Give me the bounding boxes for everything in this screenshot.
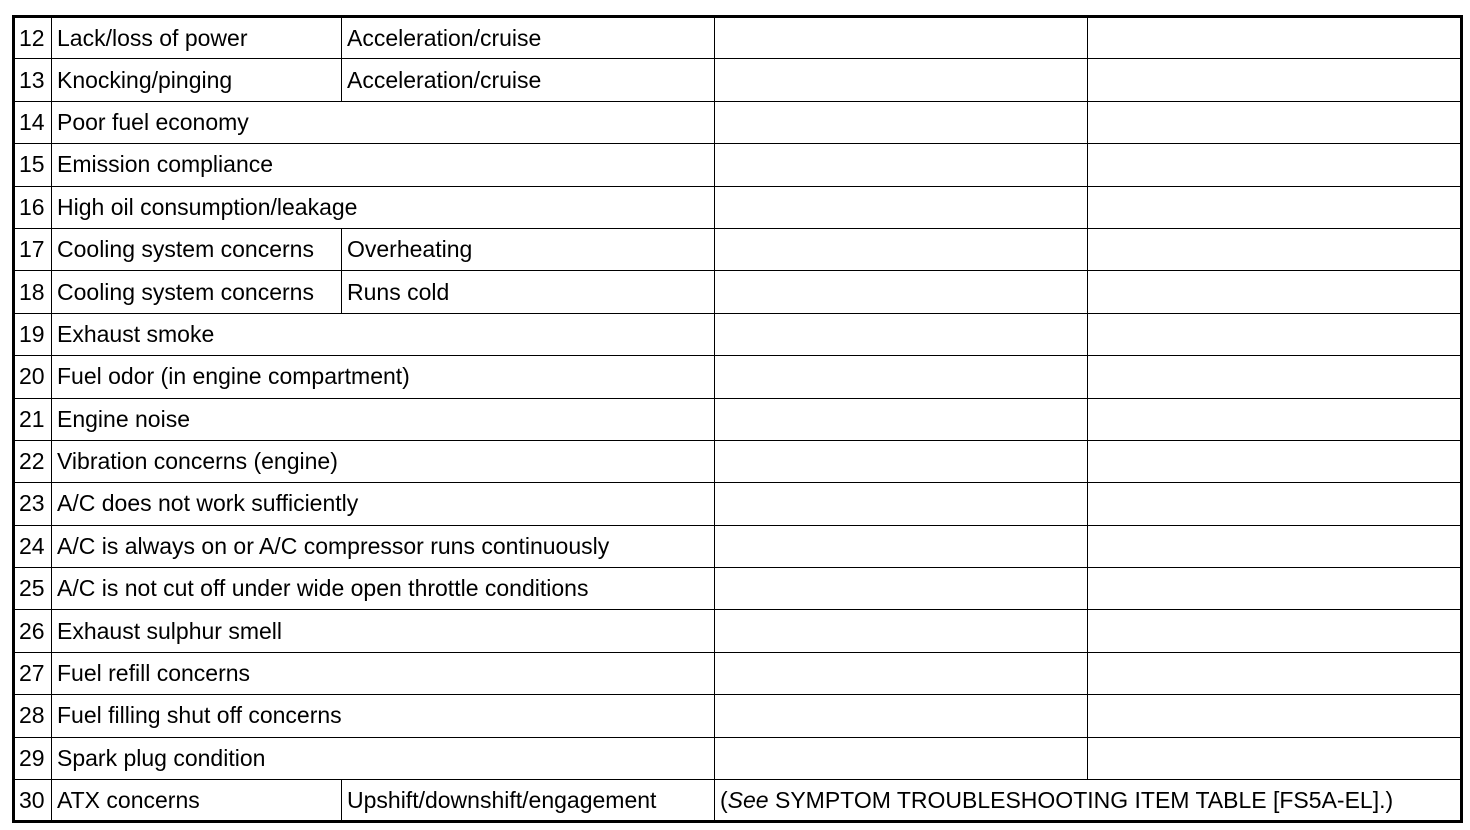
blank-cell xyxy=(1088,356,1462,398)
row-number: 28 xyxy=(14,695,52,737)
table-row xyxy=(14,652,1462,694)
symptom-cell: Fuel odor (in engine compartment) xyxy=(52,356,715,398)
table-row xyxy=(14,59,1462,101)
row-number: 30 xyxy=(14,780,52,822)
table-row xyxy=(14,228,1462,270)
symptom-cell: Exhaust sulphur smell xyxy=(52,610,715,652)
row-number: 20 xyxy=(14,356,52,398)
symptom-cell: A/C is not cut off under wide open throttle conditions xyxy=(52,568,715,610)
table-row xyxy=(14,186,1462,228)
symptom-cell: Cooling system concerns xyxy=(52,271,342,313)
symptom-cell: Cooling system concerns xyxy=(52,228,342,270)
table-row xyxy=(14,398,1462,440)
condition-cell: Acceleration/cruise xyxy=(342,59,715,101)
symptom-cell: High oil consumption/leakage xyxy=(52,186,715,228)
blank-cell xyxy=(715,695,1088,737)
blank-cell xyxy=(1088,568,1462,610)
blank-cell xyxy=(1088,186,1462,228)
blank-cell xyxy=(715,398,1088,440)
table-row xyxy=(14,568,1462,610)
blank-cell xyxy=(1088,101,1462,143)
row-number: 19 xyxy=(14,313,52,355)
blank-cell xyxy=(715,610,1088,652)
table-row xyxy=(14,483,1462,525)
row-number: 12 xyxy=(14,17,52,59)
symptom-table-body xyxy=(14,17,1462,822)
blank-cell xyxy=(1088,525,1462,567)
condition-cell: Upshift/downshift/engagement xyxy=(342,780,715,822)
table-row xyxy=(14,610,1462,652)
row-number: 18 xyxy=(14,271,52,313)
blank-cell xyxy=(1088,144,1462,186)
blank-cell xyxy=(715,525,1088,567)
symptom-cell: Lack/loss of power xyxy=(52,17,342,59)
table-row xyxy=(14,271,1462,313)
table-row xyxy=(14,737,1462,779)
blank-cell xyxy=(1088,313,1462,355)
table-row xyxy=(14,695,1462,737)
table-row xyxy=(14,780,1462,822)
row-number: 27 xyxy=(14,652,52,694)
symptom-cell: A/C does not work sufficiently xyxy=(52,483,715,525)
blank-cell xyxy=(715,483,1088,525)
blank-cell xyxy=(715,186,1088,228)
blank-cell xyxy=(1088,695,1462,737)
blank-cell xyxy=(1088,398,1462,440)
symptom-cell: ATX concerns xyxy=(52,780,342,822)
condition-cell: Acceleration/cruise xyxy=(342,17,715,59)
row-number: 16 xyxy=(14,186,52,228)
symptom-cell: Fuel refill concerns xyxy=(52,652,715,694)
blank-cell xyxy=(1088,483,1462,525)
row-number: 17 xyxy=(14,228,52,270)
blank-cell xyxy=(1088,737,1462,779)
row-number: 29 xyxy=(14,737,52,779)
blank-cell xyxy=(1088,610,1462,652)
blank-cell xyxy=(715,17,1088,59)
table-row xyxy=(14,17,1462,59)
blank-cell xyxy=(715,59,1088,101)
row-number: 13 xyxy=(14,59,52,101)
symptom-cell: Emission compliance xyxy=(52,144,715,186)
row-number: 21 xyxy=(14,398,52,440)
symptom-cell: Knocking/pinging xyxy=(52,59,342,101)
symptom-cell: A/C is always on or A/C compressor runs continuously xyxy=(52,525,715,567)
row-number: 23 xyxy=(14,483,52,525)
row-number: 15 xyxy=(14,144,52,186)
symptom-cell: Spark plug condition xyxy=(52,737,715,779)
blank-cell xyxy=(1088,228,1462,270)
blank-cell xyxy=(1088,17,1462,59)
table-row xyxy=(14,440,1462,482)
symptom-cell: Poor fuel economy xyxy=(52,101,715,143)
blank-cell xyxy=(1088,271,1462,313)
row-number: 26 xyxy=(14,610,52,652)
blank-cell xyxy=(715,228,1088,270)
condition-cell: Overheating xyxy=(342,228,715,270)
blank-cell xyxy=(715,271,1088,313)
blank-cell xyxy=(715,568,1088,610)
blank-cell xyxy=(715,313,1088,355)
blank-cell xyxy=(1088,59,1462,101)
row-number: 14 xyxy=(14,101,52,143)
symptom-table xyxy=(12,15,1463,823)
symptom-cell: Fuel filling shut off concerns xyxy=(52,695,715,737)
blank-cell xyxy=(1088,440,1462,482)
reference-cell: (See SYMPTOM TROUBLESHOOTING ITEM TABLE [FS5A-EL].) xyxy=(715,780,1462,822)
row-number: 24 xyxy=(14,525,52,567)
blank-cell xyxy=(715,440,1088,482)
row-number: 22 xyxy=(14,440,52,482)
blank-cell xyxy=(715,144,1088,186)
table-row xyxy=(14,356,1462,398)
table-row xyxy=(14,144,1462,186)
symptom-cell: Engine noise xyxy=(52,398,715,440)
table-row xyxy=(14,313,1462,355)
blank-cell xyxy=(715,652,1088,694)
blank-cell xyxy=(715,356,1088,398)
row-number: 25 xyxy=(14,568,52,610)
table-row xyxy=(14,525,1462,567)
blank-cell xyxy=(1088,652,1462,694)
condition-cell: Runs cold xyxy=(342,271,715,313)
blank-cell xyxy=(715,737,1088,779)
table-row xyxy=(14,101,1462,143)
blank-cell xyxy=(715,101,1088,143)
symptom-cell: Vibration concerns (engine) xyxy=(52,440,715,482)
symptom-cell: Exhaust smoke xyxy=(52,313,715,355)
